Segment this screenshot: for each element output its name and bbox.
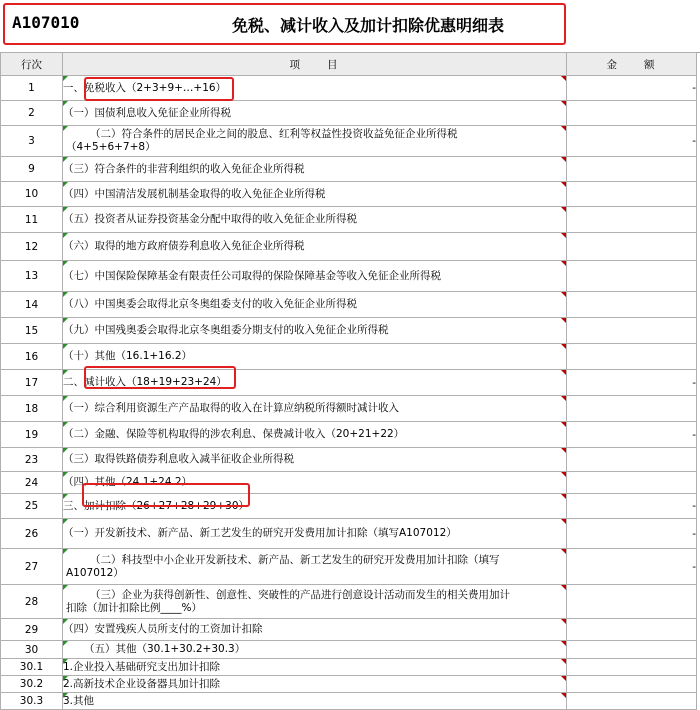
row-item-text: （一）综合利用资源生产产品取得的收入在计算应纳税所得额时减计收入 — [63, 402, 399, 414]
row-amount[interactable] — [567, 233, 697, 261]
row-item-text: （四）安置残疾人员所支付的工资加计扣除 — [63, 623, 263, 635]
row-item[interactable] — [63, 182, 567, 207]
table-row — [1, 585, 697, 619]
row-item-text: （三）符合条件的非营利组织的收入免征企业所得税 — [63, 162, 305, 175]
row-item-text: （七）中国保险保障基金有限责任公司取得的保险保障基金等收入免征企业所得税 — [63, 269, 441, 282]
row-amount[interactable] — [567, 641, 697, 659]
row-item[interactable] — [63, 619, 567, 641]
row-amount[interactable]: - — [567, 422, 697, 448]
form-code: A107010 — [12, 13, 80, 32]
row-item[interactable] — [63, 519, 567, 549]
row-item-text: （五）其他（30.1+30.2+30.3） — [84, 643, 246, 655]
table-row — [1, 422, 697, 448]
row-item[interactable] — [63, 126, 567, 157]
header-item: 项 目 — [63, 53, 567, 76]
table-row — [1, 693, 697, 710]
table-row — [1, 157, 697, 182]
row-item-text: （四）其他（24.1+24.2） — [63, 476, 193, 488]
table-row — [1, 207, 697, 233]
row-amount[interactable] — [567, 318, 697, 344]
row-item-text: （一）国债利息收入免征企业所得税 — [63, 106, 231, 119]
row-amount[interactable] — [567, 396, 697, 422]
row-number[interactable]: 28 — [1, 585, 63, 619]
row-item-text: （三）取得铁路债券利息收入减半征收企业所得税 — [63, 453, 294, 465]
table-row — [1, 676, 697, 693]
row-item[interactable] — [63, 676, 567, 693]
row-item[interactable] — [63, 396, 567, 422]
row-number[interactable]: 29 — [1, 619, 63, 641]
row-amount[interactable] — [567, 261, 697, 292]
form-title: 免税、减计收入及加计扣除优惠明细表 — [232, 16, 505, 35]
row-item[interactable] — [63, 549, 567, 585]
row-number[interactable]: 3 — [1, 126, 63, 157]
row-number[interactable]: 27 — [1, 549, 63, 585]
row-number[interactable]: 30.3 — [1, 693, 63, 710]
row-number[interactable]: 12 — [1, 233, 63, 261]
section-prefix: 一、 — [63, 81, 84, 94]
row-item-text: （二）符合条件的居民企业之间的股息、红利等权益性投资收益免征企业所得税 — [90, 128, 458, 140]
table-row — [1, 549, 697, 585]
row-item[interactable] — [63, 585, 567, 619]
row-number[interactable]: 30.2 — [1, 676, 63, 693]
row-number[interactable]: 17 — [1, 370, 63, 396]
row-item[interactable] — [63, 233, 567, 261]
row-item-text: 加计扣除（26+27+28+29+30） — [84, 499, 249, 512]
row-item-text: （六）取得的地方政府债券利息收入免征企业所得税 — [63, 240, 305, 252]
table-row — [1, 318, 697, 344]
row-number[interactable]: 30 — [1, 641, 63, 659]
table-row — [1, 126, 697, 157]
row-amount[interactable] — [567, 448, 697, 472]
row-item[interactable] — [63, 318, 567, 344]
row-number[interactable]: 10 — [1, 182, 63, 207]
row-number[interactable]: 11 — [1, 207, 63, 233]
row-item[interactable] — [63, 693, 567, 710]
table-row — [1, 641, 697, 659]
row-number[interactable]: 25 — [1, 494, 63, 519]
table-header — [1, 53, 697, 76]
row-item[interactable] — [63, 292, 567, 318]
row-item[interactable] — [63, 422, 567, 448]
row-item[interactable] — [63, 659, 567, 676]
row-amount[interactable] — [567, 585, 697, 619]
row-amount[interactable] — [567, 207, 697, 233]
row-item-text: 免税收入（2+3+9+…+16） — [84, 81, 227, 94]
row-amount[interactable] — [567, 619, 697, 641]
table-row — [1, 261, 697, 292]
row-item-text-cont: 扣除（加计扣除比例____%） — [66, 601, 202, 614]
row-item-text: （四）中国清洁发展机制基金取得的收入免征企业所得税 — [63, 187, 326, 200]
row-amount[interactable]: - — [567, 126, 697, 157]
row-number[interactable]: 14 — [1, 292, 63, 318]
row-item-text: 3.其他 — [63, 694, 95, 707]
table-row — [1, 101, 697, 126]
row-item-text: （八）中国奥委会取得北京冬奥组委支付的收入免征企业所得税 — [63, 298, 357, 310]
row-item-text: 1.企业投入基础研究支出加计扣除 — [63, 660, 221, 673]
section-prefix: 三、 — [63, 499, 84, 512]
highlight-box-reduced-income — [84, 366, 236, 389]
row-amount[interactable] — [567, 344, 697, 370]
table-row — [1, 619, 697, 641]
table-row — [1, 292, 697, 318]
highlight-box-additional-deduction — [82, 483, 250, 507]
row-amount[interactable] — [567, 676, 697, 693]
row-number[interactable]: 18 — [1, 396, 63, 422]
row-amount[interactable]: - — [567, 76, 697, 101]
row-amount[interactable] — [567, 101, 697, 126]
table-row — [1, 182, 697, 207]
row-number[interactable]: 24 — [1, 472, 63, 494]
row-item-text: （一）开发新技术、新产品、新工艺发生的研究开发费用加计扣除（填写A107012） — [63, 527, 457, 539]
row-item-text: （二）金融、保险等机构取得的涉农利息、保费减计收入（20+21+22） — [63, 428, 405, 440]
highlight-box-title — [3, 3, 566, 45]
row-item-text: （十）其他（16.1+16.2） — [63, 350, 193, 362]
table-row — [1, 233, 697, 261]
row-amount[interactable] — [567, 157, 697, 182]
row-amount[interactable] — [567, 659, 697, 676]
row-item[interactable] — [63, 207, 567, 233]
row-amount[interactable]: - — [567, 549, 697, 585]
row-number[interactable]: 19 — [1, 422, 63, 448]
row-item-text: （三）企业为获得创新性、创意性、突破性的产品进行创意设计活动而发生的相关费用加计 — [90, 588, 510, 601]
row-number[interactable]: 9 — [1, 157, 63, 182]
row-number[interactable]: 26 — [1, 519, 63, 549]
row-item-text-cont: （4+5+6+7+8） — [66, 141, 156, 153]
row-item-text: （二）科技型中小企业开发新技术、新产品、新工艺发生的研究开发费用加计扣除（填写 — [90, 553, 500, 566]
table-row — [1, 659, 697, 676]
row-item[interactable] — [63, 101, 567, 126]
row-amount[interactable] — [567, 472, 697, 494]
row-number[interactable]: 2 — [1, 101, 63, 126]
row-number[interactable]: 1 — [1, 76, 63, 101]
row-item-text: （九）中国残奥委会取得北京冬奥组委分期支付的收入免征企业所得税 — [63, 324, 389, 336]
header-amount: 金 额 — [567, 53, 697, 76]
table-row — [1, 519, 697, 549]
table-row — [1, 448, 697, 472]
table-row — [1, 396, 697, 422]
row-number[interactable]: 15 — [1, 318, 63, 344]
row-item-text: 减计收入（18+19+23+24） — [84, 376, 227, 388]
row-item-text: 2.高新技术企业设备器具加计扣除 — [63, 677, 221, 690]
row-item[interactable] — [63, 448, 567, 472]
row-item-text: （五）投资者从证券投资基金分配中取得的收入免征企业所得税 — [63, 213, 357, 225]
row-item[interactable] — [63, 157, 567, 182]
row-amount[interactable]: - — [567, 519, 697, 549]
row-amount[interactable] — [567, 182, 697, 207]
row-number[interactable]: 23 — [1, 448, 63, 472]
row-number[interactable]: 16 — [1, 344, 63, 370]
row-number[interactable]: 13 — [1, 261, 63, 292]
row-amount[interactable]: - — [567, 370, 697, 396]
row-amount[interactable] — [567, 693, 697, 710]
row-amount[interactable]: - — [567, 494, 697, 519]
section-prefix: 二、 — [63, 376, 84, 388]
highlight-box-exempt-income — [84, 77, 234, 101]
row-number[interactable]: 30.1 — [1, 659, 63, 676]
row-item-text-cont: A107012） — [66, 566, 124, 579]
row-item[interactable] — [63, 261, 567, 292]
row-amount[interactable] — [567, 292, 697, 318]
row-item[interactable] — [63, 641, 567, 659]
header-row-number: 行次 — [1, 53, 63, 76]
